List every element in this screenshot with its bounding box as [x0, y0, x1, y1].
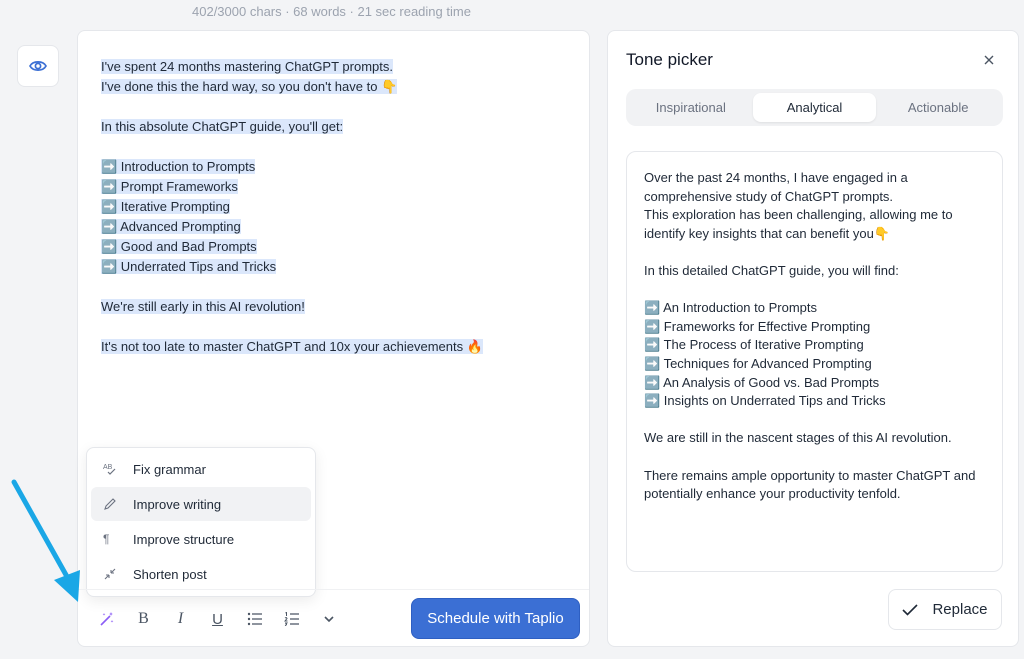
- tone-result-text: [644, 169, 989, 504]
- tone-tabs: [626, 89, 1003, 126]
- tone-picker-panel: [607, 30, 1019, 647]
- chevron-down-icon: [323, 614, 335, 624]
- check-icon: [902, 604, 918, 616]
- eye-icon: [29, 59, 47, 73]
- result-line: We are still in the nascent stages of this AI revolution.: [644, 430, 952, 446]
- post-content[interactable]: [101, 57, 571, 357]
- tone-result-box[interactable]: [626, 151, 1003, 572]
- pilcrow-icon: ¶: [103, 532, 110, 546]
- numbered-list-button[interactable]: [273, 607, 310, 631]
- post-stats: 402/3000 chars · 68 words · 21 sec reading time: [192, 4, 471, 19]
- annotation-arrow-icon: [8, 478, 88, 608]
- menu-item-improve-structure[interactable]: [91, 522, 311, 556]
- replace-label: Replace: [932, 601, 988, 618]
- italic-icon: I: [177, 610, 184, 627]
- post-line-text: We're still early in this AI revolution!: [101, 299, 305, 314]
- result-line: [644, 281, 989, 300]
- bold-button[interactable]: [125, 607, 162, 631]
- post-line-text: It's not too late to master ChatGPT and 10x your achievements 🔥: [101, 339, 483, 354]
- post-line: [101, 217, 571, 237]
- result-line: ➡️ An Analysis of Good vs. Bad Prompts: [644, 374, 880, 390]
- shrink-icon: [103, 567, 133, 581]
- tab-inspirational[interactable]: Inspirational: [655, 100, 726, 115]
- result-line: [644, 448, 989, 467]
- magic-wand-icon: [99, 611, 115, 627]
- post-line: [101, 337, 571, 357]
- result-line: [644, 411, 989, 430]
- post-line-text: ➡️ Underrated Tips and Tricks: [101, 259, 277, 274]
- replace-button[interactable]: [888, 589, 1002, 630]
- result-line: There remains ample opportunity to master ChatGPT and: [644, 467, 976, 483]
- result-line: This exploration has been challenging, allowing me to: [644, 207, 953, 223]
- result-line: [644, 243, 989, 262]
- tab-analytical[interactable]: Analytical: [753, 93, 877, 122]
- menu-item-improve-writing[interactable]: [91, 487, 311, 521]
- post-editor[interactable]: [77, 30, 590, 647]
- post-line-text: ➡️ Advanced Prompting: [101, 219, 241, 234]
- preview-button[interactable]: [17, 45, 59, 87]
- ai-magic-button[interactable]: [88, 607, 125, 631]
- pencil-icon: [103, 497, 133, 511]
- bullet-list-button[interactable]: [236, 607, 273, 631]
- bullet-list-icon: [247, 612, 263, 626]
- post-line-text: I've spent 24 months mastering ChatGPT prompts.: [101, 59, 393, 74]
- tab-actionable[interactable]: Actionable: [907, 100, 969, 115]
- formatting-toolbar: [88, 607, 347, 631]
- underline-button[interactable]: [199, 607, 236, 631]
- result-line: In this detailed ChatGPT guide, you will find:: [644, 262, 899, 278]
- numbered-list-icon: [284, 612, 300, 626]
- result-line: potentially enhance your productivity tenfold.: [644, 486, 901, 502]
- post-line: [101, 77, 571, 97]
- result-line: ➡️ Frameworks for Effective Prompting: [644, 318, 871, 334]
- post-line-text: ➡️ Good and Bad Prompts: [101, 239, 257, 254]
- post-line: [101, 157, 571, 177]
- post-line: [101, 97, 571, 117]
- result-line: Over the past 24 months, I have engaged in a: [644, 170, 908, 185]
- post-line: [101, 117, 571, 137]
- post-line: [101, 177, 571, 197]
- post-line: [101, 317, 571, 337]
- close-icon: [984, 55, 994, 65]
- menu-item-label: Improve writing: [133, 496, 222, 512]
- post-line: [101, 257, 571, 277]
- more-options-button[interactable]: [310, 607, 347, 631]
- result-line: ➡️ An Introduction to Prompts: [644, 300, 817, 316]
- result-line: ➡️ Insights on Underrated Tips and Tricks: [644, 393, 886, 409]
- ai-actions-menu: [86, 447, 316, 597]
- result-line: ➡️ Techniques for Advanced Prompting: [644, 355, 872, 371]
- spellcheck-icon: [103, 462, 133, 476]
- underline-icon: U: [212, 610, 223, 628]
- post-line-text: ➡️ Iterative Prompting: [101, 199, 230, 214]
- result-line: identify key insights that can benefit you👇: [644, 225, 890, 241]
- schedule-button[interactable]: Schedule with Taplio: [411, 598, 580, 639]
- post-line: [101, 237, 571, 257]
- svg-text:AB: AB: [103, 464, 113, 471]
- menu-item-shorten-post[interactable]: [91, 557, 311, 591]
- toolbar-divider: [78, 589, 589, 590]
- post-line-text: In this absolute ChatGPT guide, you'll get:: [101, 119, 344, 134]
- post-line: [101, 277, 571, 297]
- post-line-text: ➡️ Prompt Frameworks: [101, 179, 238, 194]
- post-line: [101, 197, 571, 217]
- panel-title: Tone picker: [626, 50, 713, 69]
- post-line-text: ➡️ Introduction to Prompts: [101, 159, 256, 174]
- close-button[interactable]: [980, 51, 998, 69]
- post-line: [101, 57, 571, 77]
- menu-item-fix-grammar[interactable]: [91, 452, 311, 486]
- italic-button[interactable]: [162, 607, 199, 631]
- menu-item-label: Improve structure: [133, 531, 235, 547]
- post-line: [101, 137, 571, 157]
- bold-icon: B: [138, 610, 149, 627]
- result-line: ➡️ The Process of Iterative Prompting: [644, 337, 864, 353]
- menu-item-label: Fix grammar: [133, 461, 206, 477]
- menu-item-label: Shorten post: [133, 566, 207, 582]
- post-line-text: I've done this the hard way, so you don't have to 👇: [101, 79, 398, 94]
- post-line: [101, 297, 571, 317]
- result-line: comprehensive study of ChatGPT prompts.: [644, 188, 894, 204]
